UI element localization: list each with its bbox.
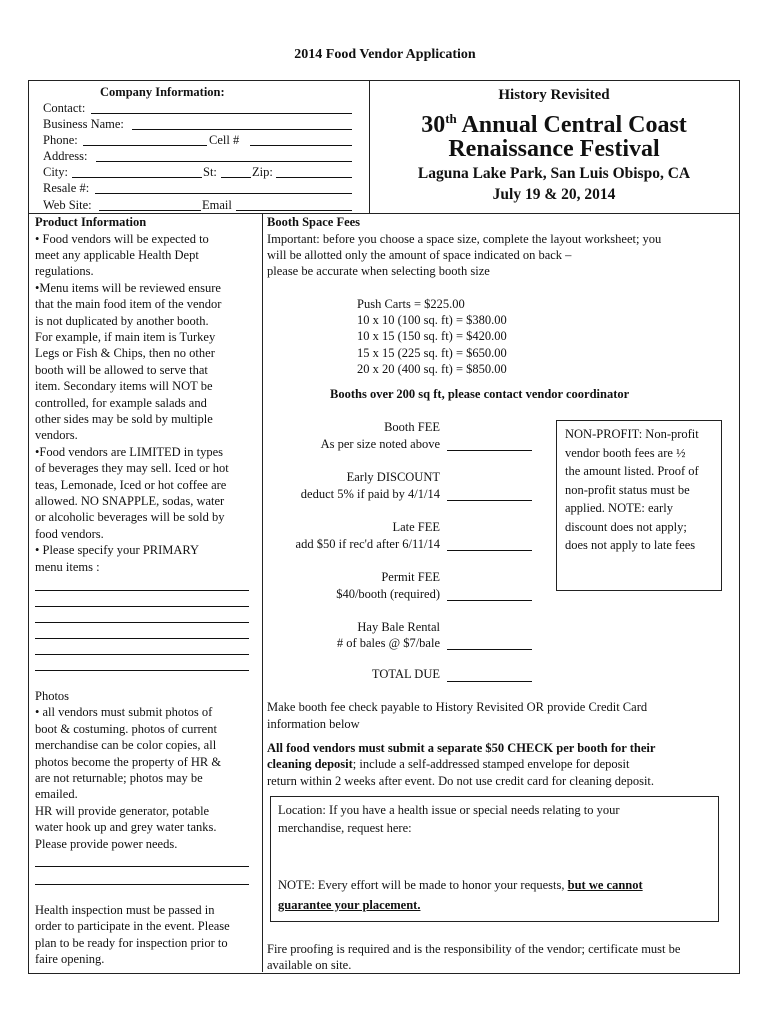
- zip-label: Zip:: [252, 165, 273, 179]
- power-needs-field[interactable]: [35, 866, 249, 867]
- late-fee-label: Late FEE: [392, 520, 440, 534]
- photos-line: water hook up and grey water tanks.: [35, 820, 217, 835]
- booth-intro-line: Important: before you choose a space size, complete the layout worksheet; you: [267, 232, 662, 246]
- menu-item-field[interactable]: [35, 606, 249, 607]
- cleaning-deposit-rest: ; include a self-addressed stamped envelope for deposit: [352, 757, 630, 771]
- website-label: Web Site:: [43, 198, 92, 212]
- cleaning-deposit-line3: return within 2 weeks after event. Do not use credit card for cleaning deposit.: [267, 774, 655, 788]
- location-line: Location: If you have a health issue or special needs relating to your: [278, 803, 620, 817]
- nonprofit-line: NON-PROFIT: Non-profit: [565, 427, 699, 441]
- product-line: •Food vendors are LIMITED in types: [35, 444, 224, 459]
- nonprofit-line: vendor booth fees are ½: [565, 445, 686, 460]
- menu-item-field[interactable]: [35, 590, 249, 591]
- phone-label: Phone:: [43, 133, 78, 147]
- total-due-label: TOTAL DUE: [371, 667, 440, 681]
- menu-item-field[interactable]: [35, 654, 249, 655]
- fireproof-line: available on site.: [267, 958, 352, 972]
- contact-label: Contact:: [43, 101, 86, 115]
- health-line: faire opening.: [35, 952, 105, 967]
- permit-fee-amount-field[interactable]: [447, 600, 532, 601]
- nonprofit-line: applied. NOTE: early: [565, 501, 673, 515]
- nonprofit-line: the amount listed. Proof of: [565, 464, 699, 478]
- product-line: For example, if main item is Turkey: [35, 329, 216, 344]
- health-line: plan to be ready for inspection prior to: [35, 935, 228, 950]
- late-fee-desc: add $50 if rec'd after 6/11/14: [295, 537, 440, 551]
- permit-fee-desc: $40/booth (required): [336, 587, 440, 601]
- email-label: Email: [202, 198, 232, 212]
- contact-field[interactable]: [91, 113, 352, 114]
- early-discount-desc: deduct 5% if paid by 4/1/14: [300, 487, 440, 501]
- menu-item-field[interactable]: [35, 638, 249, 639]
- state-field[interactable]: [221, 177, 251, 178]
- location-line: merchandise, request here:: [278, 821, 412, 835]
- website-field[interactable]: [99, 210, 201, 211]
- phone-field[interactable]: [83, 145, 207, 146]
- hay-bale-desc: # of bales @ $7/bale: [336, 636, 440, 650]
- hay-bale-label: Hay Bale Rental: [357, 620, 440, 634]
- product-line: regulations.: [35, 264, 94, 279]
- booth-intro-line: please be accurate when selecting booth size: [267, 264, 490, 278]
- health-line: order to participate in the event. Please: [35, 919, 230, 934]
- product-heading: Product Information: [35, 215, 147, 229]
- festival-name-part1: Annual Central Coast: [461, 112, 687, 138]
- cell-label: Cell #: [209, 133, 240, 147]
- company-heading: Company Information:: [100, 85, 225, 99]
- photos-line: photos become the property of HR &: [35, 754, 222, 769]
- nonprofit-line: does not apply to late fees: [565, 538, 696, 552]
- festival-dates: July 19 & 20, 2014: [492, 186, 616, 203]
- business-name-field[interactable]: [132, 129, 352, 130]
- booth-option: 15 x 15 (225 sq. ft) = $650.00: [357, 346, 507, 360]
- fireproof-line: Fire proofing is required and is the responsibility of the vendor; certificate must be: [267, 942, 681, 956]
- product-line: of beverages they may sell. Iced or hot: [35, 461, 229, 476]
- product-line: vendors.: [35, 428, 78, 443]
- health-line: Health inspection must be passed in: [35, 903, 215, 917]
- hay-bale-amount-field[interactable]: [447, 649, 532, 650]
- booth-option: 10 x 15 (150 sq. ft) = $420.00: [357, 329, 507, 343]
- booth-fee-amount-field[interactable]: [447, 450, 532, 451]
- booth-intro-line: will be allotted only the amount of space indicated on back –: [267, 248, 572, 262]
- cleaning-deposit-line2: [267, 756, 629, 772]
- product-line: is not duplicated by another booth.: [35, 313, 209, 328]
- product-line: that the main food item of the vendor: [35, 297, 222, 312]
- power-needs-field[interactable]: [35, 884, 249, 885]
- booth-option: 20 x 20 (400 sq. ft) = $850.00: [357, 362, 507, 376]
- photos-line: emailed.: [35, 787, 78, 802]
- photos-line: • all vendors must submit photos of: [35, 705, 213, 720]
- booth-fee-desc: As per size noted above: [320, 437, 440, 451]
- placement-note-line1: [278, 877, 643, 893]
- resale-field[interactable]: [95, 193, 352, 194]
- cell-field[interactable]: [250, 145, 352, 146]
- booth-option: Push Carts = $225.00: [357, 297, 465, 311]
- late-fee-amount-field[interactable]: [447, 550, 532, 551]
- address-label: Address:: [43, 149, 88, 163]
- business-name-label: Business Name:: [43, 117, 124, 131]
- product-line: teas, Lemonade, Iced or hot coffee are: [35, 477, 227, 492]
- festival-title-line2: Renaissance Festival: [448, 136, 660, 162]
- booth-heading: Booth Space Fees: [267, 215, 361, 229]
- document-title: 2014 Food Vendor Application: [294, 47, 476, 62]
- photos-line: boot & costuming. photos of current: [35, 721, 217, 736]
- product-line: meet any applicable Health Dept: [35, 247, 199, 262]
- product-line: • Food vendors will be expected to: [35, 231, 209, 246]
- zip-field[interactable]: [276, 177, 352, 178]
- organizer-name: History Revisited: [498, 87, 610, 103]
- email-field[interactable]: [236, 210, 352, 211]
- product-line: booth will be allowed to serve that: [35, 362, 208, 377]
- product-line: • Please specify your PRIMARY: [35, 543, 200, 558]
- placement-note-text: NOTE: Every effort will be made to honor your requests,: [278, 878, 568, 892]
- product-line: controlled, for example salads and: [35, 395, 207, 410]
- city-field[interactable]: [72, 177, 202, 178]
- product-line: menu items :: [35, 559, 100, 574]
- resale-label: Resale #:: [43, 181, 90, 195]
- photos-line: HR will provide generator, potable: [35, 803, 210, 818]
- placement-note-bold: but we cannot: [567, 878, 643, 892]
- payable-line: information below: [267, 717, 360, 731]
- product-line: food vendors.: [35, 526, 104, 541]
- state-label: St:: [203, 165, 217, 179]
- product-line: or alcoholic beverages will be sold by: [35, 510, 225, 525]
- cleaning-deposit-line1: All food vendors must submit a separate $50 CHECK per booth for their: [267, 741, 656, 755]
- total-due-field[interactable]: [447, 681, 532, 682]
- early-discount-label: Early DISCOUNT: [346, 470, 440, 484]
- permit-fee-label: Permit FEE: [381, 570, 440, 584]
- photos-line: Please provide power needs.: [35, 836, 178, 851]
- over-200-note: Booths over 200 sq ft, please contact vendor coordinator: [330, 387, 630, 401]
- festival-location: Laguna Lake Park, San Luis Obispo, CA: [417, 165, 691, 182]
- menu-item-field[interactable]: [35, 670, 249, 671]
- menu-item-field[interactable]: [35, 622, 249, 623]
- city-label: City:: [43, 165, 69, 179]
- photos-line: are not returnable; photos may be: [35, 771, 203, 785]
- nonprofit-line: non-profit status must be: [565, 482, 690, 497]
- festival-ordinal-suffix: th: [445, 111, 457, 126]
- booth-fee-label: Booth FEE: [384, 420, 440, 434]
- photos-line: Photos: [35, 689, 70, 703]
- placement-note-line2: guarantee your placement.: [278, 898, 421, 912]
- product-line: allowed. NO SNAPPLE, sodas, water: [35, 493, 225, 508]
- cleaning-deposit-bold: cleaning deposit: [267, 757, 353, 771]
- photos-line: merchandise can be color copies, all: [35, 738, 217, 753]
- festival-ordinal-number: 30: [421, 112, 446, 138]
- product-line: item. Secondary items will NOT be: [35, 379, 213, 394]
- product-line: •Menu items will be reviewed ensure: [35, 280, 221, 295]
- early-discount-amount-field[interactable]: [447, 500, 532, 501]
- nonprofit-line: discount does not apply;: [565, 519, 687, 534]
- address-field[interactable]: [96, 161, 352, 162]
- product-line: Legs or Fish & Chips, then no other: [35, 346, 215, 361]
- product-line: other sides may be sold by multiple: [35, 411, 213, 426]
- payable-line: Make booth fee check payable to History Revisited OR provide Credit Card: [267, 700, 648, 714]
- booth-option: 10 x 10 (100 sq. ft) = $380.00: [357, 313, 507, 327]
